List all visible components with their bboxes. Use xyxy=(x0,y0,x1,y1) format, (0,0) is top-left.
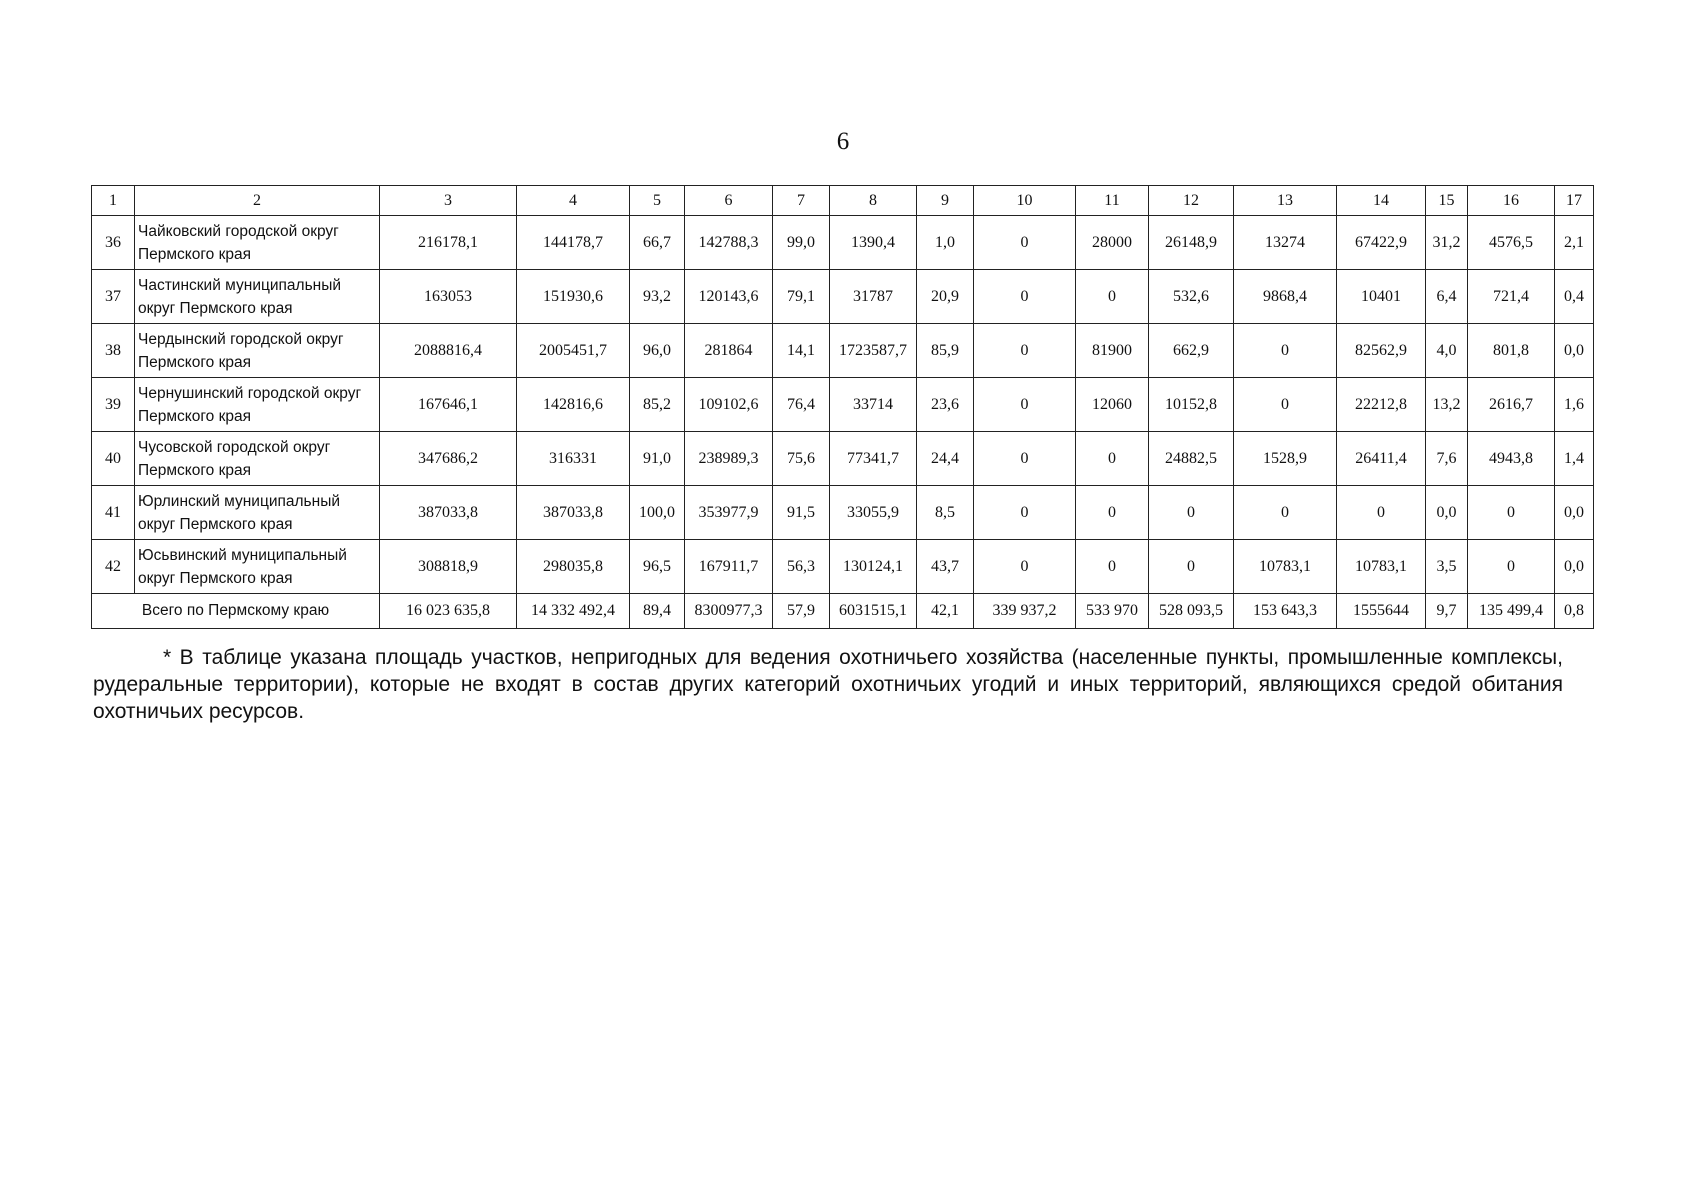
table-cell: 2005451,7 xyxy=(517,324,630,378)
column-header: 11 xyxy=(1076,186,1149,216)
table-header-row xyxy=(92,186,1594,216)
total-cell: 57,9 xyxy=(773,594,830,629)
table-cell: 308818,9 xyxy=(380,540,517,594)
table-cell: 0,0 xyxy=(1555,324,1594,378)
table-cell: 4576,5 xyxy=(1468,216,1555,270)
table-cell: 76,4 xyxy=(773,378,830,432)
table-cell: 77341,7 xyxy=(830,432,917,486)
table-cell: 33714 xyxy=(830,378,917,432)
table-cell: 281864 xyxy=(685,324,773,378)
table-cell: 0 xyxy=(1076,270,1149,324)
table-cell: 0 xyxy=(974,270,1076,324)
table-cell: 0 xyxy=(1337,486,1426,540)
table-cell: 387033,8 xyxy=(380,486,517,540)
table-cell: 10401 xyxy=(1337,270,1426,324)
table-cell: 1,4 xyxy=(1555,432,1594,486)
total-cell: 339 937,2 xyxy=(974,594,1076,629)
column-header: 8 xyxy=(830,186,917,216)
table-cell: 532,6 xyxy=(1149,270,1234,324)
column-header: 3 xyxy=(380,186,517,216)
table-row xyxy=(92,486,1594,540)
table-cell: 142816,6 xyxy=(517,378,630,432)
column-header: 14 xyxy=(1337,186,1426,216)
table-cell: 91,5 xyxy=(773,486,830,540)
table-cell: 0 xyxy=(1076,540,1149,594)
table-cell: 26148,9 xyxy=(1149,216,1234,270)
table-cell: 316331 xyxy=(517,432,630,486)
table-cell: 1,0 xyxy=(917,216,974,270)
table-cell: 22212,8 xyxy=(1337,378,1426,432)
total-cell: 89,4 xyxy=(630,594,685,629)
table-cell: 66,7 xyxy=(630,216,685,270)
table-row xyxy=(92,324,1594,378)
table-cell: 2088816,4 xyxy=(380,324,517,378)
municipality-name-cell: Чернушинский городской округ Пермского края xyxy=(135,378,380,432)
table-cell: 13,2 xyxy=(1426,378,1468,432)
footnote: * В таблице указана площадь участков, непригодных для ведения охотничьего хозяйства (населенные пункты, промышленные комплексы, рудеральные территории), которые не входят в состав других категорий охотничьих угодий и иных территорий, являющихся средой обитания охотничьих ресурсов. xyxy=(93,646,1563,723)
total-cell: 42,1 xyxy=(917,594,974,629)
table-row xyxy=(92,540,1594,594)
table-cell: 0 xyxy=(1234,324,1337,378)
column-header: 5 xyxy=(630,186,685,216)
total-cell: 153 643,3 xyxy=(1234,594,1337,629)
table-cell: 238989,3 xyxy=(685,432,773,486)
table-cell: 120143,6 xyxy=(685,270,773,324)
column-header: 15 xyxy=(1426,186,1468,216)
municipality-name-cell: Юсьвинский муниципальный округ Пермского края xyxy=(135,540,380,594)
table-cell: 33055,9 xyxy=(830,486,917,540)
table-cell: 1,6 xyxy=(1555,378,1594,432)
column-header: 12 xyxy=(1149,186,1234,216)
row-number-cell: 38 xyxy=(92,324,135,378)
table-cell: 6,4 xyxy=(1426,270,1468,324)
column-header: 1 xyxy=(92,186,135,216)
table-cell: 100,0 xyxy=(630,486,685,540)
column-header: 2 xyxy=(135,186,380,216)
table-cell: 14,1 xyxy=(773,324,830,378)
row-number-cell: 36 xyxy=(92,216,135,270)
table-cell: 24882,5 xyxy=(1149,432,1234,486)
row-number-cell: 39 xyxy=(92,378,135,432)
table-cell: 13274 xyxy=(1234,216,1337,270)
table-cell: 0 xyxy=(1149,486,1234,540)
table-cell: 9868,4 xyxy=(1234,270,1337,324)
table-cell: 31787 xyxy=(830,270,917,324)
table-row xyxy=(92,432,1594,486)
table-cell: 96,0 xyxy=(630,324,685,378)
table-cell: 81900 xyxy=(1076,324,1149,378)
table-cell: 12060 xyxy=(1076,378,1149,432)
table-cell: 26411,4 xyxy=(1337,432,1426,486)
table-cell: 130124,1 xyxy=(830,540,917,594)
column-header: 6 xyxy=(685,186,773,216)
table-cell: 144178,7 xyxy=(517,216,630,270)
table-row xyxy=(92,378,1594,432)
table-cell: 56,3 xyxy=(773,540,830,594)
table-cell: 0,0 xyxy=(1426,486,1468,540)
table-cell: 75,6 xyxy=(773,432,830,486)
table-cell: 353977,9 xyxy=(685,486,773,540)
column-header: 7 xyxy=(773,186,830,216)
municipality-name-cell: Чайковский городской округ Пермского края xyxy=(135,216,380,270)
table-cell: 10152,8 xyxy=(1149,378,1234,432)
table-cell: 347686,2 xyxy=(380,432,517,486)
table-row xyxy=(92,216,1594,270)
table-cell: 721,4 xyxy=(1468,270,1555,324)
table-cell: 85,2 xyxy=(630,378,685,432)
table-cell: 10783,1 xyxy=(1234,540,1337,594)
table-cell: 151930,6 xyxy=(517,270,630,324)
table-cell: 167911,7 xyxy=(685,540,773,594)
column-header: 17 xyxy=(1555,186,1594,216)
table-cell: 85,9 xyxy=(917,324,974,378)
total-cell: 14 332 492,4 xyxy=(517,594,630,629)
table-cell: 79,1 xyxy=(773,270,830,324)
total-cell: 8300977,3 xyxy=(685,594,773,629)
table-cell: 1723587,7 xyxy=(830,324,917,378)
table-cell: 82562,9 xyxy=(1337,324,1426,378)
table-cell: 142788,3 xyxy=(685,216,773,270)
table-cell: 91,0 xyxy=(630,432,685,486)
total-cell: 528 093,5 xyxy=(1149,594,1234,629)
table-row xyxy=(92,270,1594,324)
table-cell: 24,4 xyxy=(917,432,974,486)
table-cell: 1528,9 xyxy=(1234,432,1337,486)
table-cell: 96,5 xyxy=(630,540,685,594)
table-cell: 0 xyxy=(1076,486,1149,540)
table-cell: 0 xyxy=(1234,486,1337,540)
table-cell: 1390,4 xyxy=(830,216,917,270)
row-number-cell: 41 xyxy=(92,486,135,540)
total-cell: 533 970 xyxy=(1076,594,1149,629)
row-number-cell: 42 xyxy=(92,540,135,594)
municipality-name-cell: Юрлинский муниципальный округ Пермского края xyxy=(135,486,380,540)
table-cell: 67422,9 xyxy=(1337,216,1426,270)
table-cell: 0 xyxy=(1468,540,1555,594)
table-cell: 298035,8 xyxy=(517,540,630,594)
table-cell: 801,8 xyxy=(1468,324,1555,378)
data-table xyxy=(91,185,1594,629)
table-cell: 662,9 xyxy=(1149,324,1234,378)
table-cell: 0 xyxy=(974,540,1076,594)
total-cell: 135 499,4 xyxy=(1468,594,1555,629)
column-header: 9 xyxy=(917,186,974,216)
table-cell: 0 xyxy=(1234,378,1337,432)
total-row xyxy=(92,594,1594,629)
table-cell: 0 xyxy=(1076,432,1149,486)
table-cell: 216178,1 xyxy=(380,216,517,270)
total-cell: 0,8 xyxy=(1555,594,1594,629)
table-cell: 0 xyxy=(974,486,1076,540)
table-cell: 99,0 xyxy=(773,216,830,270)
municipality-name-cell: Чусовской городской округ Пермского края xyxy=(135,432,380,486)
table-cell: 28000 xyxy=(1076,216,1149,270)
total-cell: 1555644 xyxy=(1337,594,1426,629)
column-header: 16 xyxy=(1468,186,1555,216)
table-cell: 4,0 xyxy=(1426,324,1468,378)
table-cell: 109102,6 xyxy=(685,378,773,432)
table-cell: 23,6 xyxy=(917,378,974,432)
row-number-cell: 37 xyxy=(92,270,135,324)
table-cell: 2,1 xyxy=(1555,216,1594,270)
table-cell: 163053 xyxy=(380,270,517,324)
municipality-name-cell: Частинский муниципальный округ Пермского края xyxy=(135,270,380,324)
table-cell: 167646,1 xyxy=(380,378,517,432)
table-cell: 0,4 xyxy=(1555,270,1594,324)
table-cell: 0,0 xyxy=(1555,486,1594,540)
table-cell: 0 xyxy=(974,324,1076,378)
column-header: 13 xyxy=(1234,186,1337,216)
row-number-cell: 40 xyxy=(92,432,135,486)
municipality-name-cell: Чердынский городской округ Пермского края xyxy=(135,324,380,378)
column-header: 10 xyxy=(974,186,1076,216)
table-cell: 7,6 xyxy=(1426,432,1468,486)
table-cell: 31,2 xyxy=(1426,216,1468,270)
table-cell: 387033,8 xyxy=(517,486,630,540)
table-cell: 0 xyxy=(1468,486,1555,540)
total-cell: 9,7 xyxy=(1426,594,1468,629)
table-cell: 0,0 xyxy=(1555,540,1594,594)
table-cell: 4943,8 xyxy=(1468,432,1555,486)
table-cell: 10783,1 xyxy=(1337,540,1426,594)
total-cell: 6031515,1 xyxy=(830,594,917,629)
table-cell: 8,5 xyxy=(917,486,974,540)
table-cell: 3,5 xyxy=(1426,540,1468,594)
table-cell: 0 xyxy=(1149,540,1234,594)
table-cell: 0 xyxy=(974,378,1076,432)
table-cell: 93,2 xyxy=(630,270,685,324)
table-cell: 43,7 xyxy=(917,540,974,594)
total-label: Всего по Пермскому краю xyxy=(92,594,380,629)
table-cell: 2616,7 xyxy=(1468,378,1555,432)
column-header: 4 xyxy=(517,186,630,216)
page-number: 6 xyxy=(836,128,850,155)
total-cell: 16 023 635,8 xyxy=(380,594,517,629)
table-cell: 20,9 xyxy=(917,270,974,324)
table-cell: 0 xyxy=(974,432,1076,486)
table-cell: 0 xyxy=(974,216,1076,270)
